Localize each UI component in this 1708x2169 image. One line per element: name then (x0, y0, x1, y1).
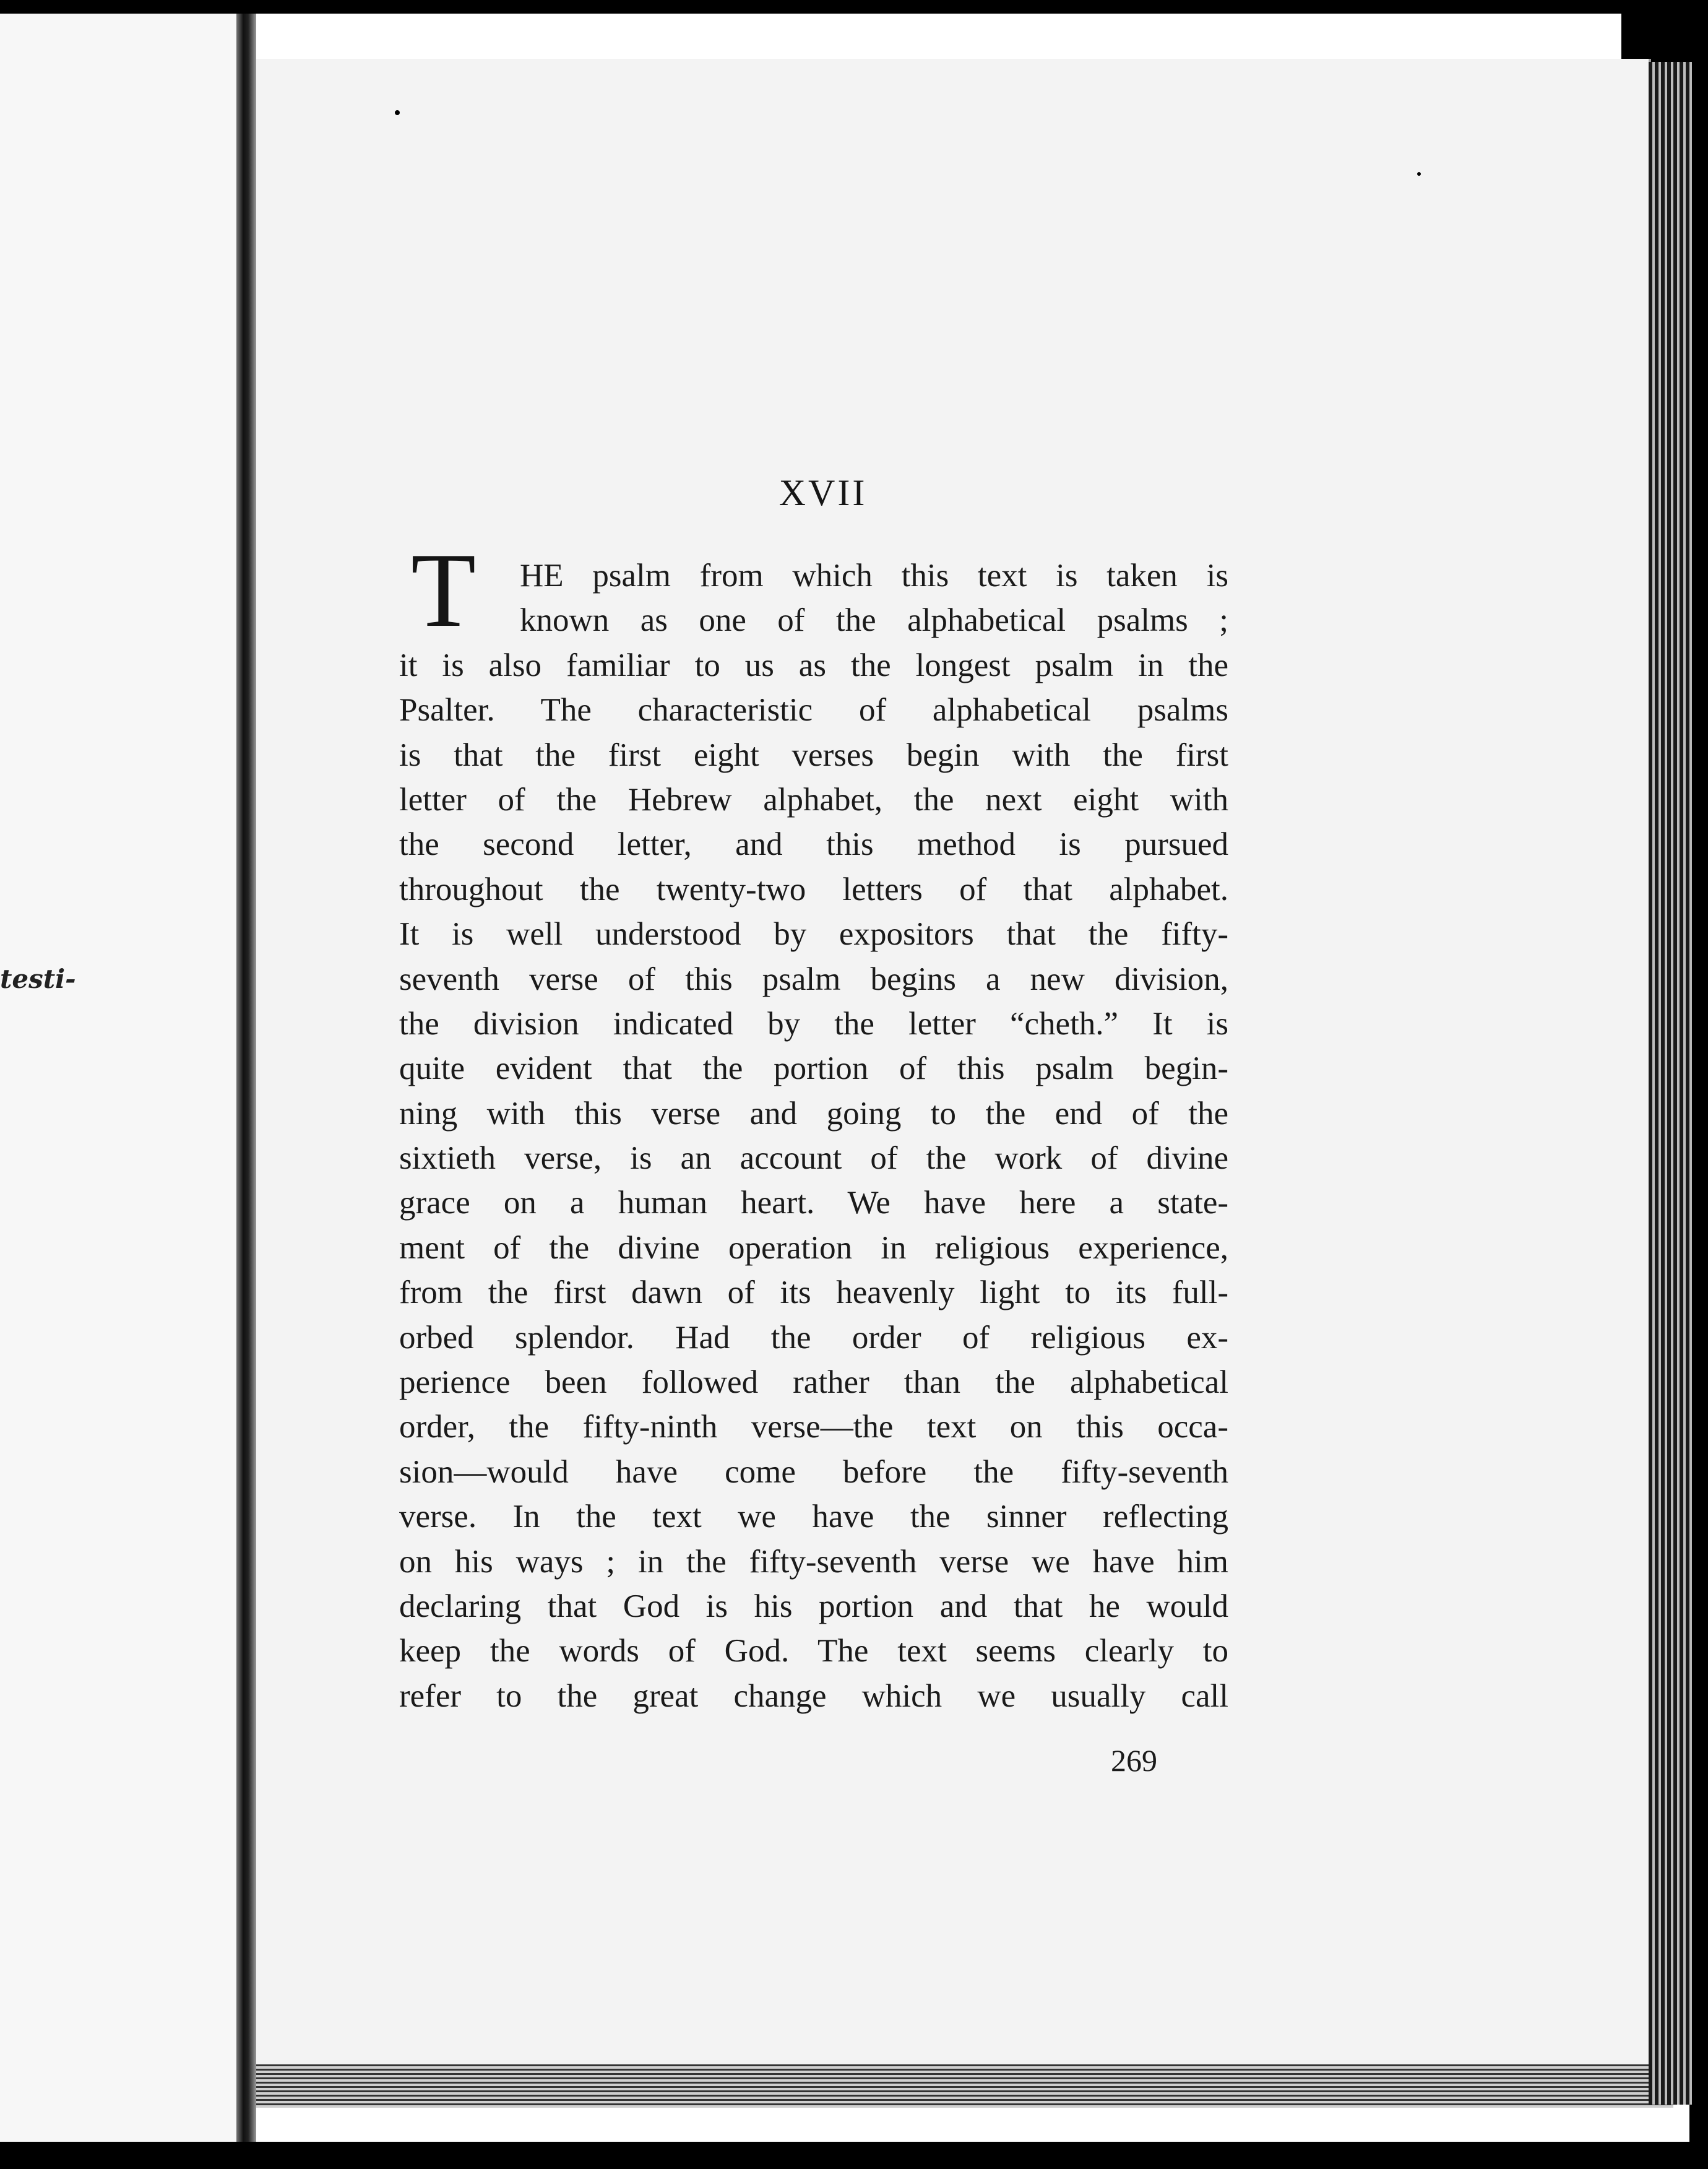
text-line: the second letter, and this method is pursued (399, 826, 1228, 863)
text-line: Psalter. The characteristic of alphabetical psalms (399, 692, 1228, 729)
text-line: declaring that God is his portion and that he would (399, 1588, 1228, 1624)
text-line: the division indicated by the letter “cheth.” It is (399, 1005, 1228, 1042)
chapter-number: XVII (779, 472, 868, 513)
text-line: is that the first eight verses begin with the first (399, 737, 1228, 773)
scan-border-top (0, 0, 1708, 14)
text-line: grace on a human heart. We have here a state- (399, 1185, 1228, 1221)
text-line: sixtieth verse, is an account of the work of divine (399, 1140, 1228, 1177)
text-line: ment of the divine operation in religious experience, (399, 1229, 1228, 1266)
text-line: order, the fifty-ninth verse—the text on this occa- (399, 1409, 1228, 1445)
text-line: on his ways ; in the fifty-seventh verse we have him (399, 1543, 1228, 1580)
scan-speck (395, 110, 400, 115)
text-line: throughout the twenty-two letters of that alphabet. (399, 871, 1228, 907)
text-line: HE psalm from which this text is taken is (520, 558, 1228, 594)
page-bottom-edges (256, 2064, 1673, 2108)
page-number: 269 (1111, 1743, 1157, 1778)
text-line: it is also familiar to us as the longest psalm in the (399, 647, 1228, 683)
scan-border-right (1689, 0, 1708, 2169)
left-page-text-fragment: testi- (0, 964, 76, 994)
text-line: known as one of the alphabetical psalms ; (520, 602, 1228, 639)
text-line: orbed splendor. Had the order of religious ex- (399, 1319, 1228, 1356)
scan-border-bottom (0, 2142, 1708, 2169)
scan-speck (1417, 172, 1421, 176)
body-text (399, 557, 1228, 1722)
text-line: verse. In the text we have the sinner reflecting (399, 1499, 1228, 1535)
text-line: from the first dawn of its heavenly light to its full- (399, 1275, 1228, 1311)
book-gutter (236, 14, 256, 2142)
text-line: letter of the Hebrew alphabet, the next eight with (399, 781, 1228, 818)
drop-cap: T (411, 532, 477, 649)
text-line: It is well understood by expositors that the fifty- (399, 916, 1228, 953)
text-line: perience been followed rather than the alphabetical (399, 1364, 1228, 1401)
text-line: sion—would have come before the fifty-seventh (399, 1453, 1228, 1490)
text-line: ning with this verse and going to the end of the (399, 1095, 1228, 1132)
left-page (0, 14, 236, 2142)
page-side-edges (1649, 62, 1692, 2105)
text-line: keep the words of God. The text seems clearly to (399, 1633, 1228, 1669)
text-line: quite evident that the portion of this psalm begin- (399, 1050, 1228, 1087)
text-line: seventh verse of this psalm begins a new division, (399, 961, 1228, 997)
text-line: refer to the great change which we usually call (399, 1678, 1228, 1714)
